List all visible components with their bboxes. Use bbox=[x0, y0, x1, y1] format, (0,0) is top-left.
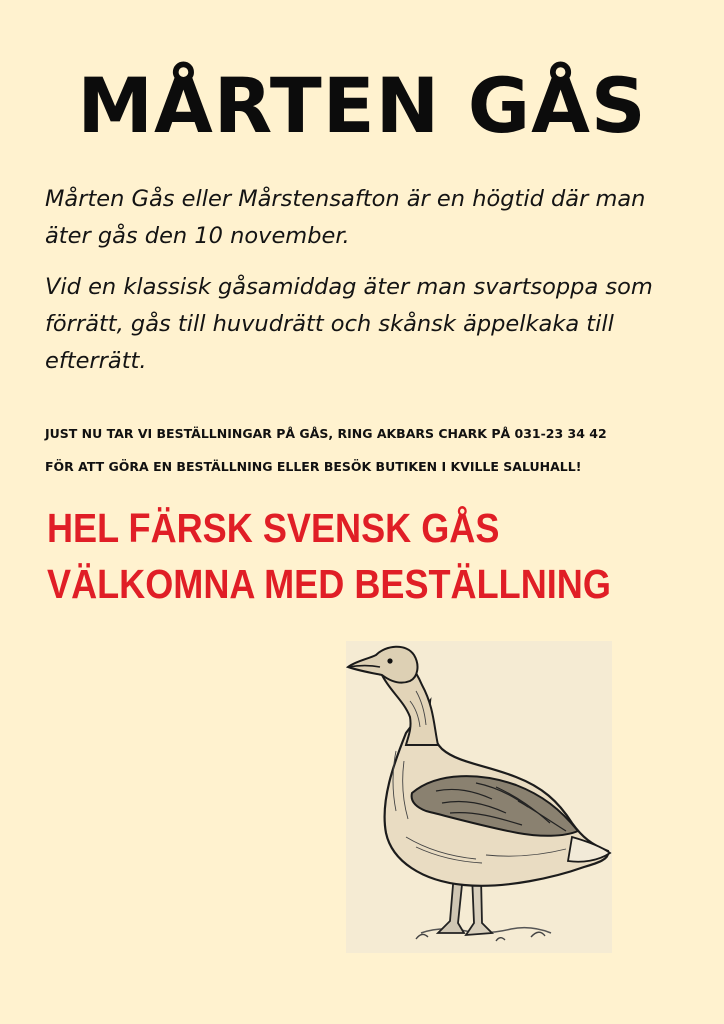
order-notice-line-2: FÖR ATT GÖRA EN BESTÄLLNING ELLER BESÖK BUTIKEN I KVILLE SALUHALL! bbox=[45, 459, 582, 474]
goose-illustration bbox=[346, 641, 612, 953]
promo-headline-2: VÄLKOMNA MED BESTÄLLNING bbox=[47, 561, 611, 607]
promo-headline-1: HEL FÄRSK SVENSK GÅS bbox=[47, 505, 500, 551]
poster-title: MÅRTEN GÅS bbox=[77, 61, 647, 150]
order-notice-line-1: JUST NU TAR VI BESTÄLLNINGAR PÅ GÅS, RING AKBARS CHARK PÅ 031-23 34 42 bbox=[45, 426, 607, 441]
intro-paragraph-2: Vid en klassisk gåsamiddag äter man svartsoppa som förrätt, gås till huvudrätt och skånsk äppelkaka till efterrätt. bbox=[45, 274, 653, 374]
goose-icon bbox=[346, 641, 612, 953]
intro-paragraph-1: Mårten Gås eller Mårstensafton är en högtid där man äter gås den 10 november. bbox=[45, 186, 646, 249]
